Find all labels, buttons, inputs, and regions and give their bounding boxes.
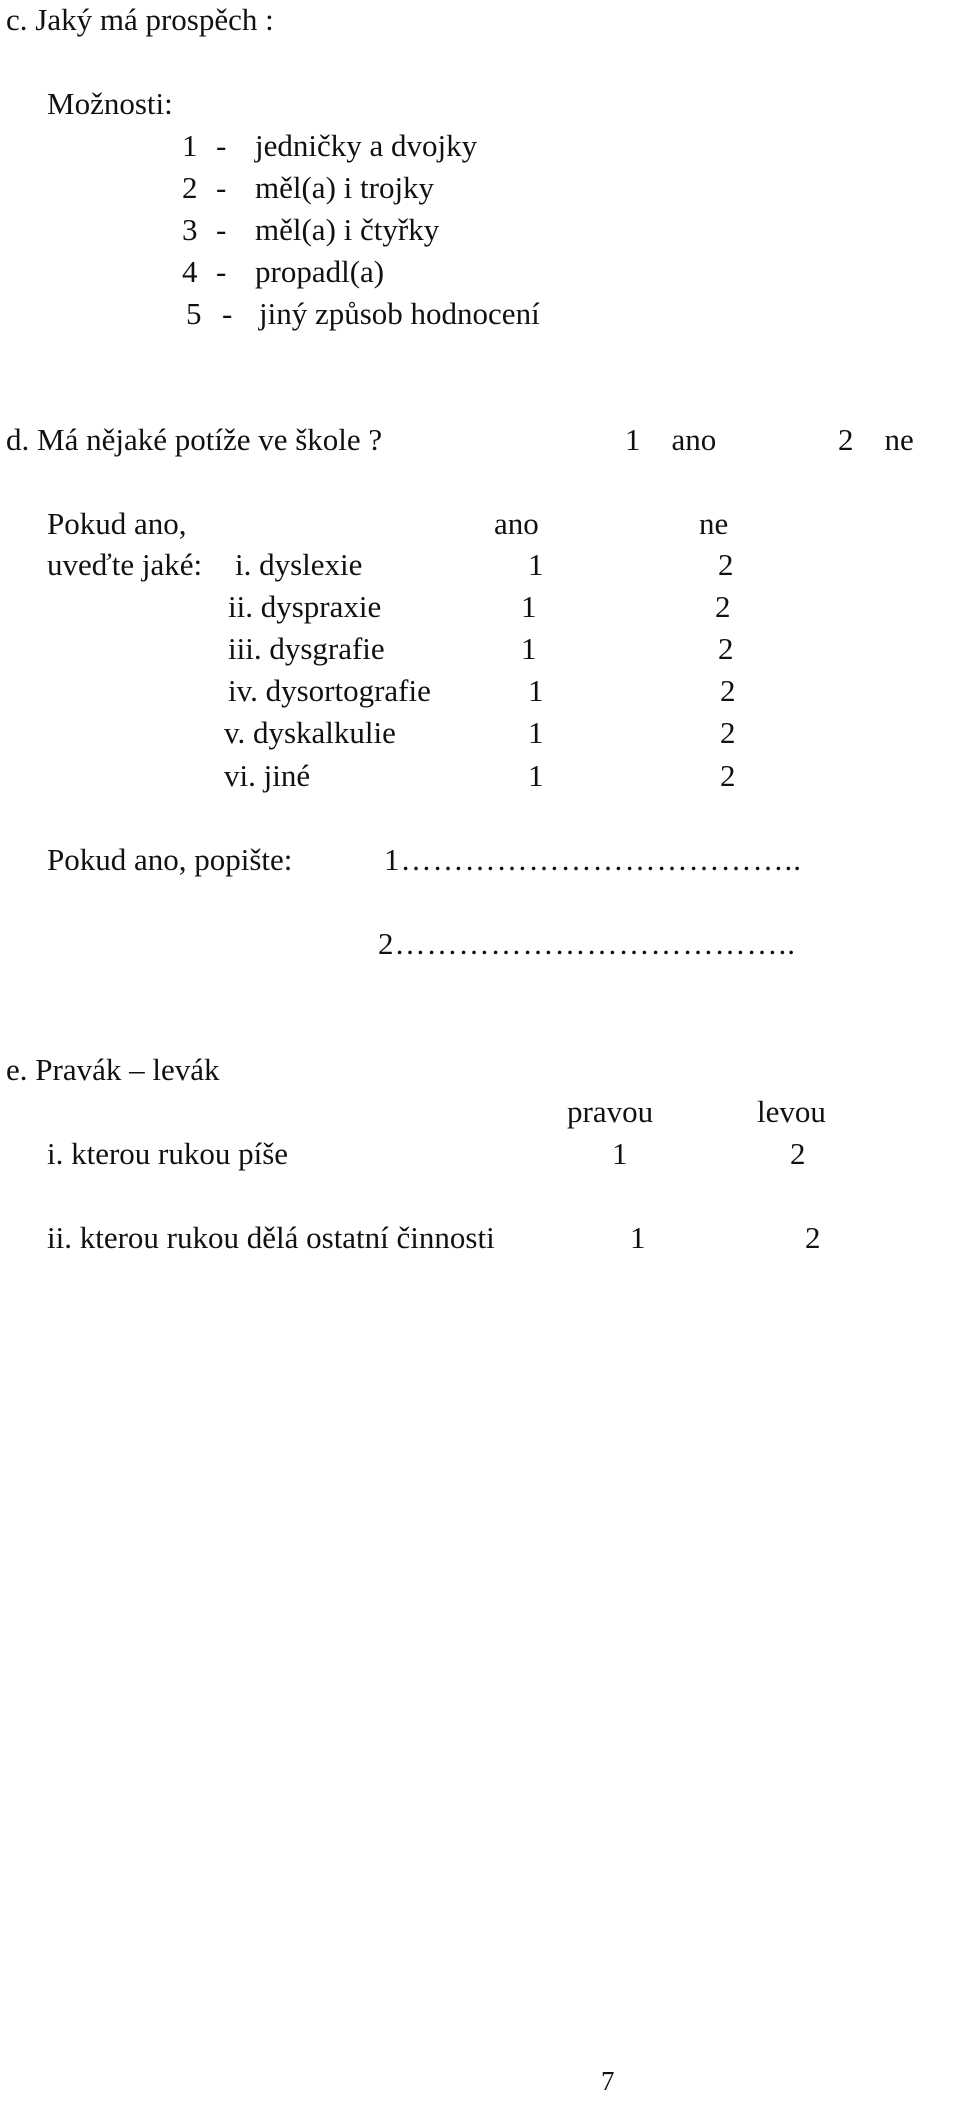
handedness-right: 1: [630, 1220, 646, 1255]
answer-yes: 1 ano: [625, 422, 717, 457]
difficulty-yes: 1: [521, 631, 537, 666]
describe-label: Pokud ano, popište:: [47, 842, 293, 877]
column-header-yes: ano: [494, 506, 539, 541]
option-number: 5: [186, 296, 202, 331]
difficulty-yes: 1: [528, 547, 544, 582]
difficulty-no: 2: [720, 715, 736, 750]
handedness-row-label: i. kterou rukou píše: [47, 1136, 289, 1171]
difficulty-no: 2: [718, 547, 734, 582]
handedness-left: 2: [805, 1220, 821, 1255]
difficulty-label: v. dyskalkulie: [224, 715, 396, 750]
describe-line-2: 2………………………………..: [378, 926, 796, 961]
difficulty-label: iv. dysortografie: [228, 673, 431, 708]
option-text: jiný způsob hodnocení: [259, 296, 540, 331]
difficulty-no: 2: [720, 758, 736, 793]
specify-label: uveďte jaké:: [47, 547, 203, 582]
option-dash: -: [216, 254, 227, 289]
difficulty-no: 2: [718, 631, 734, 666]
answer-no: 2 ne: [838, 422, 914, 457]
handedness-right: 1: [612, 1136, 628, 1171]
difficulty-label: i. dyslexie: [235, 547, 363, 582]
option-text: měl(a) i trojky: [255, 170, 435, 205]
option-dash: -: [216, 128, 227, 163]
difficulty-label: ii. dyspraxie: [228, 589, 382, 624]
option-text: měl(a) i čtyřky: [255, 212, 440, 247]
option-number: 4: [182, 254, 198, 289]
option-text: propadl(a): [255, 254, 385, 289]
difficulty-no: 2: [720, 673, 736, 708]
if-yes-label: Pokud ano,: [47, 506, 187, 541]
option-dash: -: [222, 296, 233, 331]
difficulty-yes: 1: [528, 758, 544, 793]
handedness-left: 2: [790, 1136, 806, 1171]
option-number: 1: [182, 128, 198, 163]
difficulty-label: iii. dysgrafie: [228, 631, 385, 666]
difficulty-no: 2: [715, 589, 731, 624]
column-header-right-hand: pravou: [567, 1094, 654, 1129]
difficulty-yes: 1: [528, 715, 544, 750]
option-dash: -: [216, 170, 227, 205]
page-number: 7: [601, 2066, 615, 2096]
option-number: 3: [182, 212, 198, 247]
option-dash: -: [216, 212, 227, 247]
option-text: jedničky a dvojky: [255, 128, 478, 163]
difficulty-yes: 1: [521, 589, 537, 624]
column-header-no: ne: [699, 506, 729, 541]
difficulty-yes: 1: [528, 673, 544, 708]
section-d-question: d. Má nějaké potíže ve škole ?: [6, 422, 383, 457]
section-c-title: c. Jaký má prospěch :: [6, 2, 274, 37]
describe-line-1: 1………………………………..: [384, 842, 802, 877]
column-header-left-hand: levou: [757, 1094, 826, 1129]
handedness-row-label: ii. kterou rukou dělá ostatní činnosti: [47, 1220, 495, 1255]
section-e-title: e. Pravák – levák: [6, 1052, 220, 1087]
difficulty-label: vi. jiné: [224, 758, 311, 793]
option-number: 2: [182, 170, 198, 205]
options-label: Možnosti:: [47, 86, 173, 121]
